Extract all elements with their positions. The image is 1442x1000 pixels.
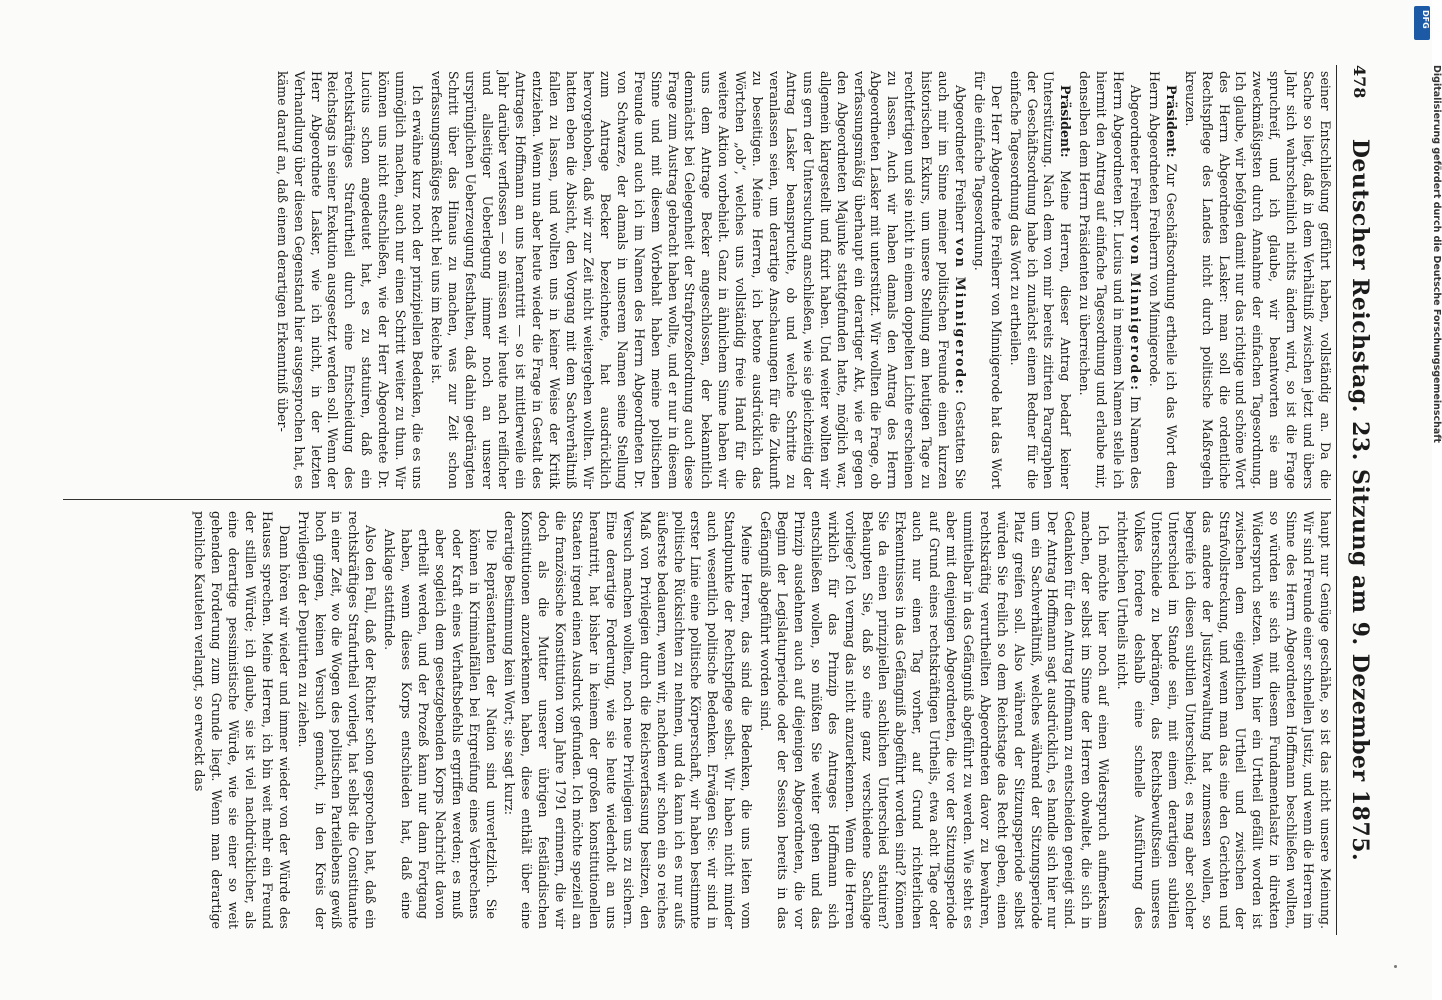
speaker-label: Präsident: [1058, 85, 1074, 158]
right-column [61, 511, 1333, 929]
scan-speck [1394, 965, 1397, 968]
page-title: Deutscher Reichstag. 23. Sitzung am 9. Dezember 1875. [1347, 138, 1373, 862]
paragraph [1075, 71, 1143, 489]
speaker-label: Präsident: [1163, 85, 1179, 158]
speaker-lead: Abgeordneter Freiherr [1128, 85, 1144, 232]
dfg-logo-text: DFG [1421, 10, 1430, 29]
speech-text: Zur Geschäftsordnung ertheile ich das Wort dem Herrn Abgeordneten Freiherrn von Minnigerode. [1146, 71, 1179, 489]
speech-text: Gestatten Sie auch mir im Sinne meiner politischen Freunde einen kurzen historischen Exkurs, um unsere Stellung am heutigen Tage zu rechtfertigen und sie nicht in einem doppelten Lichte erscheinen zu lassen. Auch wir haben damals den Antrag des Herrn Abgeordneten Lasker mit unterstützt. Wir wollten die Frage, ob verfassungsmäßig überhaupt ein derartiger Akt, wie er gegen den Abgeordneten Majunke stattgefunden hatte, möglich war, allgemein klargestellt und fixirt haben. Und weiter wollten wir uns gern der Untersuchung anschließen, wie sie gleichzeitig der Antrag Lasker beanspruchte, ob und welche Schritte zu veranlassen seien, um derartige Anschauungen für die Zukunft zu beseitigen. Meine Herren, ich betone ausdrücklich das Wörtchen „ob“, welches uns vollständig freie Hand für die weitere Aktion vorbehielt. Ganz in ähnlichem Sinne haben wir uns dem Antrage Becker angeschlossen, der bekanntlich demnächst bei Gelegenheit der Strafprozeßordnung auch diese Frage zum Austrag gebracht haben wollte, und er nur in diesem Sinne und mit diesem Vorbehalt haben meine politischen Freunde und auch ich im Namen des Herrn Abgeordneten Dr. von Schwarze, der damals in unserem Namen seine Stellung zum Antrage Becker bezeichnete, hat ausdrücklich hervorgehoben, daß wir zur Zeit nicht weitergehen wollten. Wir hatten eben die Absicht, den Vorgang mit dem Sachverhältniß fallen zu lassen, und wollten uns in keiner Weise der Kritik entziehen. Wenn nun aber heute wieder die Frage in Gestalt des Antrages Hoffmann an uns herantritt — so ist mittlerweile ein Jahr darüber verflossen — so müssen wir heute nach reiflicher und allseitiger Ueberlegung immer noch an unserer ursprünglichen Ueberzeugung festhalten, daß dahin gedrängten Schritt über das Hinaus zu machen, was zur Zeit schon verfassungsmäßiges Recht bei uns im Reiche ist. [428, 71, 968, 490]
page-number: 478 [1350, 65, 1369, 99]
quotation: Die Repräsentanten der Nation sind unverletzlich. Sie können in Kriminalfällen bei Ergreifung eines Verbrechens oder Kraft eines Verhaftsbefehls ergriffen werden; es muß aber sogleich dem gesetzgebenden Korps Nachricht davon ertheilt werden, und der Prozeß kann nur dann Fortgang haben, wenn dieses Korps entschieden hat, daß eine Anklage stattfinde. [382, 529, 499, 919]
dfg-logo [1414, 6, 1430, 40]
paragraph [427, 71, 968, 489]
speaker-name: von Minnigerode: [952, 238, 968, 396]
column-divider [63, 499, 1331, 500]
paragraph [1145, 71, 1179, 489]
speaker-lead: Abgeordneter Freiherr [952, 85, 968, 233]
speech-text: Meine Herren, dieser Antrag bedarf keiner Unterstützung. Nach dem von mir bereits zitirten Paragraphen der Geschäftsordnung habe ich zunächst einem Redner für die einfache Tagesordnung das Wort zu ertheilen. [1007, 71, 1074, 489]
header-rule [1336, 65, 1337, 935]
left-column [61, 71, 1333, 489]
paragraph: haupt nur Genüge geschähe, so ist das nicht unsere Meinung. Wir sind Freunde einer schnellen Justiz, und wenn die Herren im Sinne des Herrn Abgeordneten Hoffmann beschließen wollten, so würden sie sich mit diesem Fundamentalsatz in direkten Widerspruch setzen. Wenn hier ein Urtheil gefällt worden ist zwischen dem eigentlichen Urtheil und zwischen der Strafvollstreckung, und wenn man das eine den Gerichten und das andere der Justizverwaltung hat zumessen wollen, so begreife ich diesen subtilen Unterschied; es mag aber solcher Unterschied im Stande sein, mit einem derartigen subtilen Unterschiede zu bedrängen, das Rechtsbewußtsein unseres Volkes fordere deshalb eine schnelle Ausführung des richterlichen Urtheils nicht. [1115, 511, 1333, 929]
paragraph: Also den Fall, daß der Richter schon gesprochen hat, daß ein rechtskräftiges Strafurtheil vorliegt, hat selbst die Constituante in einer Zeit, wo die Wogen des politischen Parteilebens gewiß hoch gingen, keinen Versuch gemacht, in den Kreis der Privilegien der Deputirten zu ziehen. [295, 511, 379, 929]
paragraph [1006, 71, 1074, 489]
digitization-credit [1400, 5, 1442, 995]
document-page [59, 65, 1377, 935]
paragraph: Ich möchte hier noch auf einen Widerspruch aufmerksam machen, der selbst im Sinne der Herren obwaltet, die sich in Gedanken für den Antrag Hoffmann zu entscheiden geneigt sind. Der Antrag Hoffmann sagt ausdrücklich, es handle sich hier nur um ein Sachverhältniß, welches während der Sitzungsperiode Platz greifen soll. Also während der Sitzungsperiode selbst würden Sie freilich so dem Reichstage das Recht geben, einen rechtskräftig verurtheilten Abgeordneten davor zu bewahren, unmittelbar in das Gefängniß abgeführt zu werden. Wie steht es aber mit denjenigen Abgeordneten, die vor der Sitzungsperiode auf Grund eines rechtskräftigen Urtheils, etwa acht Tage oder auch nur einen Tag vorher, auf Grund richterlichen Erkenntnisses in das Gefängniß abgeführt worden sind? Können Sie da einen prinzipiellen sachlichen Unterschied statuiren? Behaupten Sie, daß so eine ganz verschiedene Sachlage vorliege? Ich vermag das nicht anzuerkennen. Wenn die Herren wirklich für das Prinzip des Antrages Hoffmann sich entschließen wollen, so müßten Sie weiter gehen und das Prinzip ausdehnen auch auf diejenigen Abgeordneten, die vor Beginn der Legislaturperiode oder der Session bereits in das Gefängniß abgeführt worden sind. [758, 511, 1112, 929]
speech-text: Im Namen des Herrn Abgeordneten Dr. Lucius und in meinem Namen stelle ich hiermit den Antrag auf einfache Tagesordnung und erlaube mir, denselben dem Herrn Präsidenten zu überreichen. [1077, 71, 1144, 489]
page-header [1337, 65, 1377, 935]
speaker-name: von Minnigerode: [1128, 235, 1144, 392]
credit-text: Digitalisierung gefördert durch die Deutsche Forschungsgemeinschaft [1431, 65, 1442, 443]
paragraph: Meine Herren, das sind die Bedenken, die uns leiten vom Standpunkte der Rechtspflege selbst. Wir haben nicht minder auch wesentlich politische Bedenken. Erwägen Sie: wir sind in erster Linie eine politische Körperschaft, wir haben bestimmte politische Rücksichten zu nehmen, und da kann ich es nur aufs äußerste bedauern, wenn wir, nachdem wir schon ein so reiches Maß von Privilegien durch die Reichsverfassung besitzen, den Versuch machen wollten, noch neue Privilegien uns zu sichern. Eine derartige Forderung, wie sie heute wiederholt an uns herantritt, hat bisher in keinem der großen konstitutionellen Staaten irgend einen Ausdruck gefunden. Ich möchte speziell an die französische Konstitution vom Jahre 1791 erinnern, die wir doch als die Mutter unserer übrigen festländischen Konstitutionen anzuerkennen haben, diese enthält über eine derartige Bestimmung kein Wort; sie sagt kurz: [502, 511, 755, 929]
paragraph: Der Herr Abgeordnete Freiherr von Minnigerode hat das Wort für die einfache Tagesordnung. [971, 71, 1004, 489]
paragraph: Dann hören wir wieder und immer wieder von der Würde des Hauses sprechen. Meine Herren, ich bin weit mehr ein Freund der stillen Würde; ich glaube, sie ist viel nachdrücklicher, als eine derartige pessimistische Würde, wie sie einer so weit gehenden Forderung zum Grunde liegt. Wenn man derartige peinliche Kautelen verlangt, so erweckt das [192, 511, 292, 929]
paragraph: Ich erwähne kurz noch der prinzipiellen Bedenken, die es uns unmöglich machen, auch nur einen Schritt weiter zu thun. Wir können uns nicht entschließen, wie der Herr Abgeordnete Dr. Lucius schon angedeutet hat, es zu statuiren, daß ein rechtskräftiges Strafurtheil durch eine Entscheidung des Reichstags in seiner Exekution ausgesetzt werden soll. Wenn der Herr Abgeordnete Lasker, wie ich nicht, in der letzten Verhandlung über diesen Gegenstand hier ausgesprochen hat, es käme darauf an, daß einem derartigen Erkenntniß über- [274, 71, 425, 489]
paragraph: seiner Entschließung geführt haben, vollständig an. Da die Sache so liegt, daß in dem Verhältniß zwischen jetzt und übers Jahr sich wahrscheinlich nichts ändern wird, so ist die Frage spruchreif, und ich glaube, wir beantworten sie am zweckmäßigsten durch Annahme der einfachen Tagesordnung. Ich glaube, wir befolgen damit nur das richtige und schöne Wort des Herrn Abgeordneten Lasker: man soll die ordentliche Rechtspflege des Landes nicht durch politische Maßregeln kreuzen. [1182, 71, 1333, 489]
